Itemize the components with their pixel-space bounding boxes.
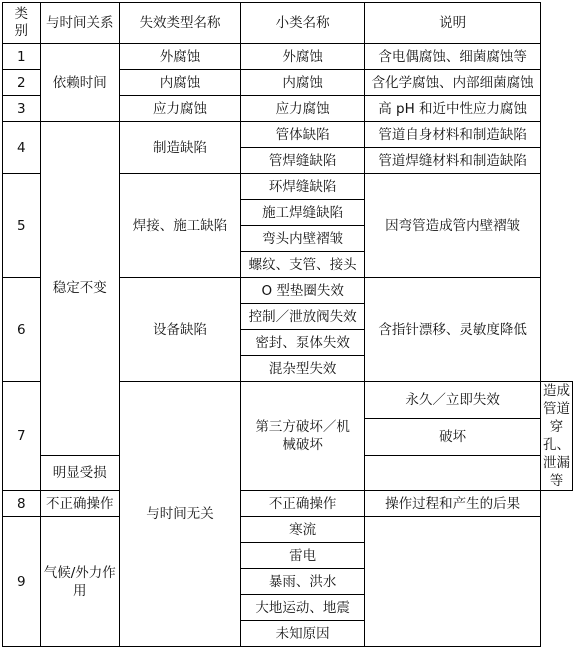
failure-type-cell: 外腐蚀 (120, 44, 241, 70)
row-id: 9 (3, 517, 41, 647)
subtype-cell: 明显受损 (40, 455, 120, 490)
row-id: 7 (3, 382, 41, 491)
time-relation-cell: 依赖时间 (40, 44, 120, 122)
failure-type-cell: 焊接、施工缺陷 (120, 174, 241, 278)
subtype-cell: 大地运动、地震 (241, 595, 365, 621)
failure-type-cell: 第三方破坏／机械破坏 (241, 382, 365, 491)
header-failure-type: 失效类型名称 (120, 3, 241, 44)
description-cell: 造成管道穿孔、泄漏等 (541, 382, 573, 491)
table-row (3, 491, 573, 517)
row-id: 2 (3, 70, 41, 96)
row-id: 6 (3, 278, 41, 382)
subtype-cell: 不正确操作 (241, 491, 365, 517)
description-cell: 因弯管造成管内壁褶皱 (365, 174, 541, 278)
subtype-cell: 雷电 (241, 543, 365, 569)
description-cell: 含电偶腐蚀、细菌腐蚀等 (365, 44, 541, 70)
table-row (3, 517, 573, 543)
failure-type-cell: 应力腐蚀 (120, 96, 241, 122)
subtype-cell: 螺纹、支管、接头 (241, 252, 365, 278)
table-header-row (3, 3, 573, 44)
description-cell: 管道自身材料和制造缺陷 (365, 122, 541, 148)
row-id: 8 (3, 491, 41, 517)
failure-type-cell: 气候/外力作用 (40, 517, 120, 647)
row-id: 1 (3, 44, 41, 70)
description-cell (365, 517, 541, 647)
failure-type-table (2, 2, 573, 647)
time-relation-cell: 稳定不变 (40, 122, 120, 456)
time-relation-cell: 与时间无关 (120, 382, 241, 647)
header-subtype: 小类名称 (241, 3, 365, 44)
subtype-cell: 内腐蚀 (241, 70, 365, 96)
subtype-cell: 管体缺陷 (241, 122, 365, 148)
failure-type-cell: 设备缺陷 (120, 278, 241, 382)
subtype-cell: 暴雨、洪水 (241, 569, 365, 595)
table-row (3, 44, 573, 70)
subtype-cell: 寒流 (241, 517, 365, 543)
subtype-cell: 未知原因 (241, 621, 365, 647)
subtype-cell: 弯头内壁褶皱 (241, 226, 365, 252)
table-row (3, 122, 573, 148)
row-id: 3 (3, 96, 41, 122)
subtype-cell: 应力腐蚀 (241, 96, 365, 122)
row-id: 4 (3, 122, 41, 174)
row-id: 5 (3, 174, 41, 278)
description-cell: 含指针漂移、灵敏度降低 (365, 278, 541, 382)
subtype-cell: 施工焊缝缺陷 (241, 200, 365, 226)
subtype-cell: 永久／立即失效 (365, 382, 541, 419)
subtype-cell: 破坏 (365, 418, 541, 455)
subtype-cell: 混杂型失效 (241, 356, 365, 382)
description-cell: 管道焊缝材料和制造缺陷 (365, 148, 541, 174)
subtype-cell: 密封、泵体失效 (241, 330, 365, 356)
description-cell: 含化学腐蚀、内部细菌腐蚀 (365, 70, 541, 96)
subtype-cell: 环焊缝缺陷 (241, 174, 365, 200)
subtype-cell: 外腐蚀 (241, 44, 365, 70)
subtype-cell: O 型垫圈失效 (241, 278, 365, 304)
subtype-cell: 控制／泄放阀失效 (241, 304, 365, 330)
failure-type-cell: 制造缺陷 (120, 122, 241, 174)
header-category: 类别 (3, 3, 41, 44)
subtype-cell: 管焊缝缺陷 (241, 148, 365, 174)
header-time-relation: 与时间关系 (40, 3, 120, 44)
header-description: 说明 (365, 3, 541, 44)
description-cell: 高 pH 和近中性应力腐蚀 (365, 96, 541, 122)
failure-type-cell: 内腐蚀 (120, 70, 241, 96)
description-cell: 操作过程和产生的后果 (365, 491, 541, 517)
failure-type-cell: 不正确操作 (40, 491, 120, 517)
